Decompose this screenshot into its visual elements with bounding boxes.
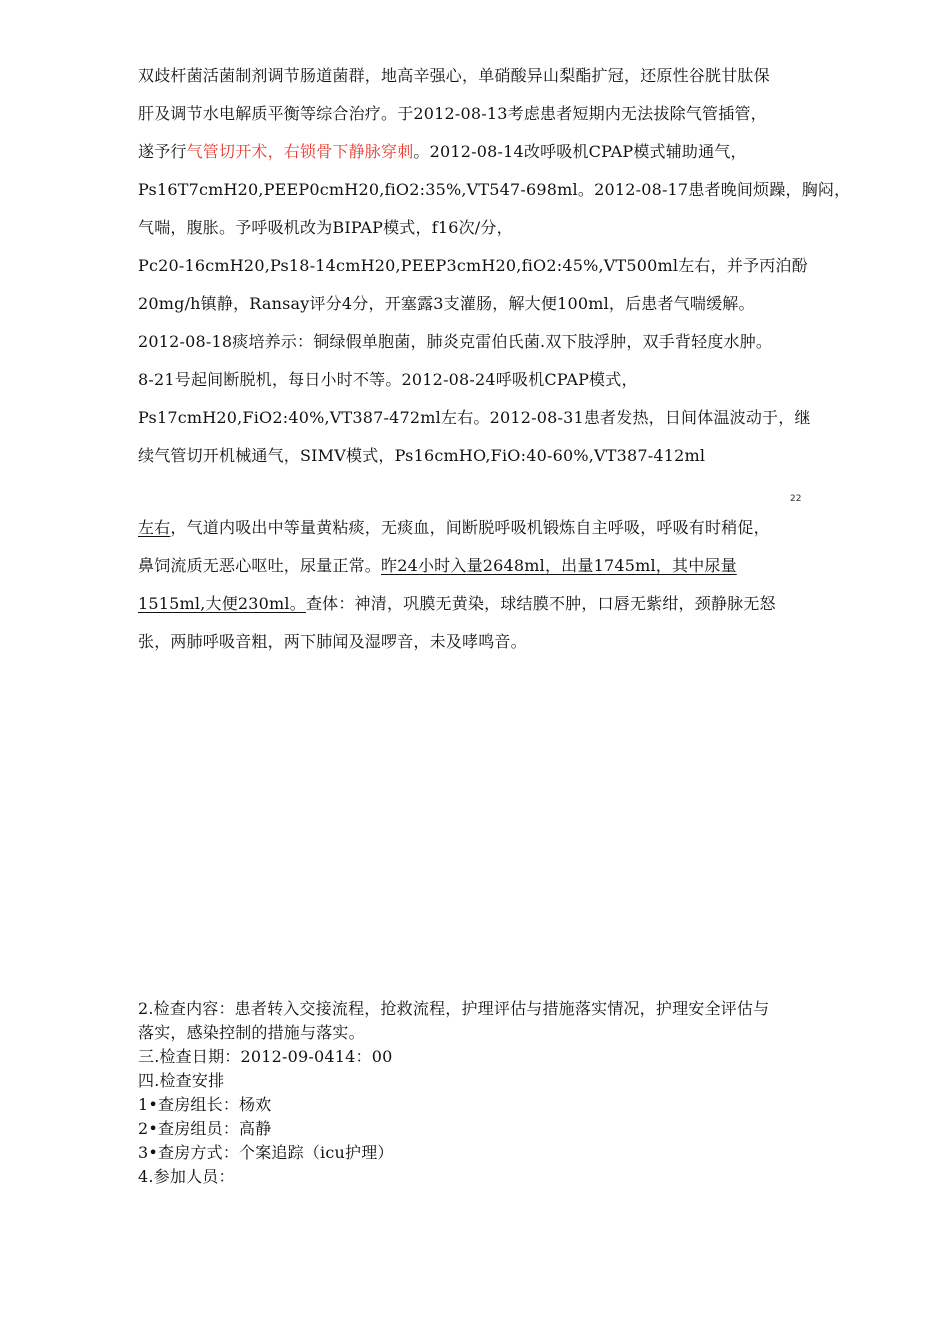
text-line: 落实，感染控制的措施与落实。 xyxy=(138,1023,365,1042)
text-line: 肝及调节水电解质平衡等综合治疗。于2012-08-13考虑患者短期内无法拔除气管插管， xyxy=(138,104,767,123)
team-leader: 1•查房组长：杨欢 xyxy=(138,1095,272,1114)
inspection-plan-section xyxy=(138,997,818,1189)
text-line xyxy=(138,518,818,556)
text-line: Ps17cmH20,FiO2:40%,VT387-472ml左右。2012-08-31患者发热，日间体温波动于，继 xyxy=(138,408,811,427)
text-line: 续气管切开机械通气，SIMV模式，Ps16cmHO,FiO:40-60%,VT387-412ml xyxy=(138,446,706,465)
text-line xyxy=(138,594,818,632)
page-number: 22 xyxy=(790,494,802,504)
text-line: 双歧杆菌活菌制剂调节肠道菌群，地高辛强心，单硝酸异山梨酯扩冠，还原性谷胱甘肽保 xyxy=(138,66,770,85)
underlined-text: 昨24小时入量2648ml，出量1745ml，其中尿量 xyxy=(381,556,737,575)
section-heading: 四.检查安排 xyxy=(138,1071,225,1090)
text-line: 20mg/h镇静，Ransay评分4分，开塞露3支灌肠，解大便100ml，后患者气喘缓解。 xyxy=(138,294,755,313)
text-line xyxy=(138,142,818,180)
text-line: Pc20-16cmH20,Ps18-14cmH20,PEEP3cmH20,fiO2:45%,VT500ml左右，并予丙泊酚 xyxy=(138,256,808,275)
text-line: 2012-08-18痰培养示：铜绿假单胞菌，肺炎克雷伯氏菌.双下肢浮肿，双手背轻度水肿。 xyxy=(138,332,773,351)
inspection-date: 三.检查日期：2012-09-0414：00 xyxy=(138,1047,393,1066)
case-history-paragraph xyxy=(138,66,851,484)
text-span: ，气道内吸出中等量黄粘痰，无痰血，间断脱呼吸机锻炼自主呼吸，呼吸有时稍促， xyxy=(170,518,770,537)
text-span: 。2012-08-14改呼吸机CPAP模式辅助通气， xyxy=(413,142,747,161)
case-status-paragraph xyxy=(138,518,818,670)
participants: 4.参加人员： xyxy=(138,1167,235,1186)
team-member: 2•查房组员：高静 xyxy=(138,1119,272,1138)
text-span: 遂予行 xyxy=(138,142,187,161)
rounds-method: 3•查房方式：个案追踪（icu护理） xyxy=(138,1143,394,1162)
text-line: 8-21号起间断脱机，每日小时不等。2012-08-24呼吸机CPAP模式， xyxy=(138,370,638,389)
text-line: 气喘，腹胀。予呼吸机改为BIPAP模式，f16次/分， xyxy=(138,218,513,237)
text-line: Ps16T7cmH20,PEEP0cmH20,fiO2:35%,VT547-698ml。2012-08-17患者晚间烦躁，胸闷， xyxy=(138,180,851,199)
text-line: 张，两肺呼吸音粗，两下肺闻及湿啰音，未及哮鸣音。 xyxy=(138,632,527,651)
text-span: 鼻饲流质无恶心呕吐，尿量正常。 xyxy=(138,556,382,575)
underlined-text: 1515ml,大便230ml。 xyxy=(138,594,306,613)
highlighted-procedure-text: 气管切开术，右锁骨下静脉穿刺 xyxy=(186,142,414,161)
underlined-text: 左右 xyxy=(138,518,171,537)
text-line xyxy=(138,556,818,594)
text-line: 2.检查内容：患者转入交接流程，抢救流程，护理评估与措施落实情况，护理安全评估与 xyxy=(138,999,770,1018)
text-span: 查体：神清，巩膜无黄染，球结膜不肿，口唇无紫绀，颈静脉无怒 xyxy=(305,594,776,613)
